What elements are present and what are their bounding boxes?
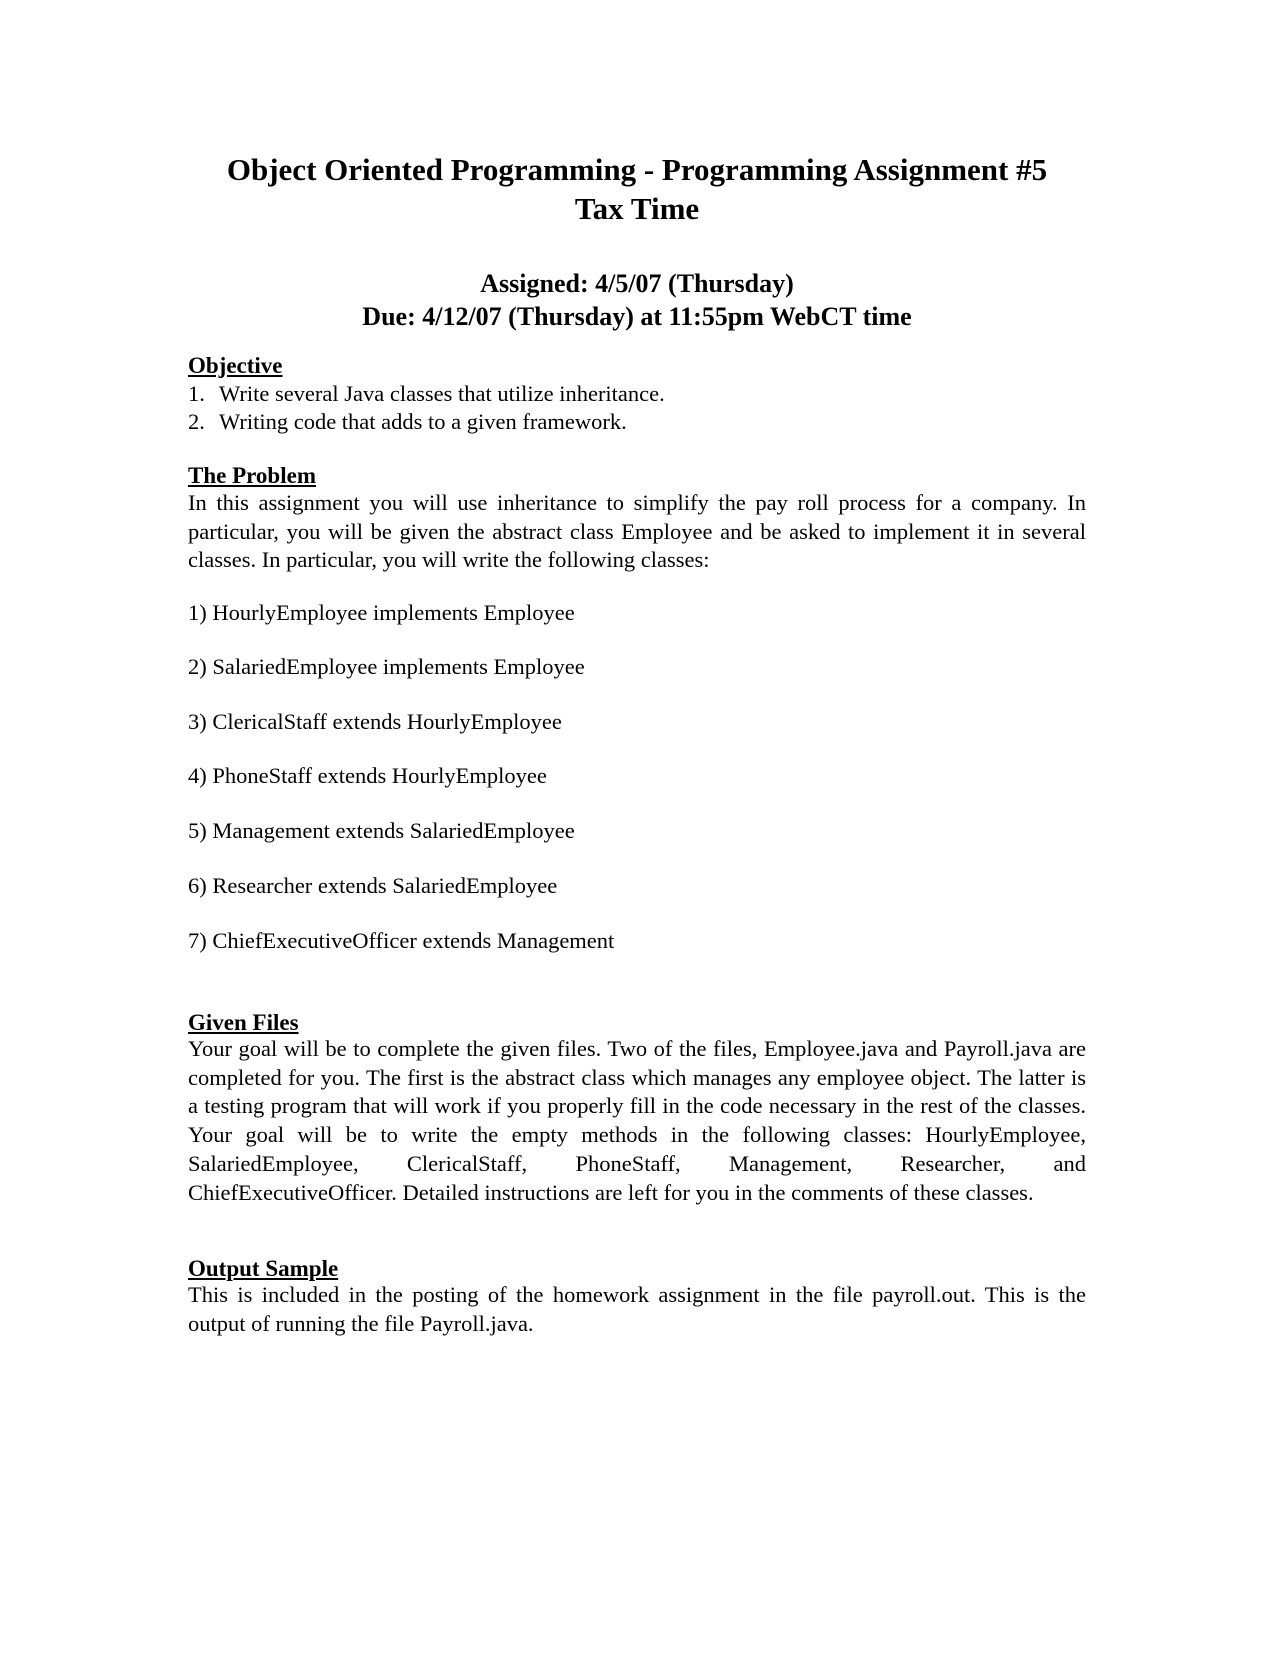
problem-paragraph: In this assignment you will use inheritance to simplify the pay roll process for a company. In particular, you will be given the abstract class Employee and be asked to implement it in several classes. In particular, you will write the following classes: [188,490,1086,573]
class-list-item: 5) Management extends SalariedEmployee [188,818,575,843]
document-subtitle: Tax Time [574,191,700,226]
class-list-item: 1) HourlyEmployee implements Employee [188,600,575,625]
class-list-item: 7) ChiefExecutiveOfficer extends Management [188,928,615,953]
document-title: Object Oriented Programming - Programming Assignment #5 [226,152,1048,187]
given-files-heading: Given Files [188,1010,299,1035]
class-list-item: 2) SalariedEmployee implements Employee [188,654,585,679]
class-list-item: 6) Researcher extends SalariedEmployee [188,873,558,898]
objective-item-number: 1. [188,381,205,406]
given-files-paragraph: Your goal will be to complete the given files. Two of the files, Employee.java and Payroll.java are completed for you. The first is the abstract class which manages any employee object. The latter is a testing program that will work if you properly fill in the code necessary in the rest of the classes. Your goal will be to write the empty methods in the following classes: HourlyEmployee, SalariedEmployee, ClericalStaff, PhoneStaff, Management, Researcher, and ChiefExecutiveOfficer. Detailed instructions are left for you in the comments of these classes. [188,1036,1086,1205]
class-list-item: 4) PhoneStaff extends HourlyEmployee [188,763,547,788]
problem-heading: The Problem [188,463,316,488]
assigned-date: Assigned: 4/5/07 (Thursday) [480,269,794,298]
objective-item-text: Writing code that adds to a given framework. [219,409,627,434]
objective-item-text: Write several Java classes that utilize inheritance. [219,381,665,406]
objective-heading: Objective [188,353,283,378]
due-date: Due: 4/12/07 (Thursday) at 11:55pm WebCT time [362,302,912,331]
objective-item-number: 2. [188,409,205,434]
objective-item [188,407,627,436]
output-sample-heading: Output Sample [188,1256,339,1281]
objective-item [188,379,665,408]
class-list-item: 3) ClericalStaff extends HourlyEmployee [188,709,562,734]
output-sample-paragraph: This is included in the posting of the homework assignment in the file payroll.out. This is the output of running the file Payroll.java. [188,1282,1086,1336]
